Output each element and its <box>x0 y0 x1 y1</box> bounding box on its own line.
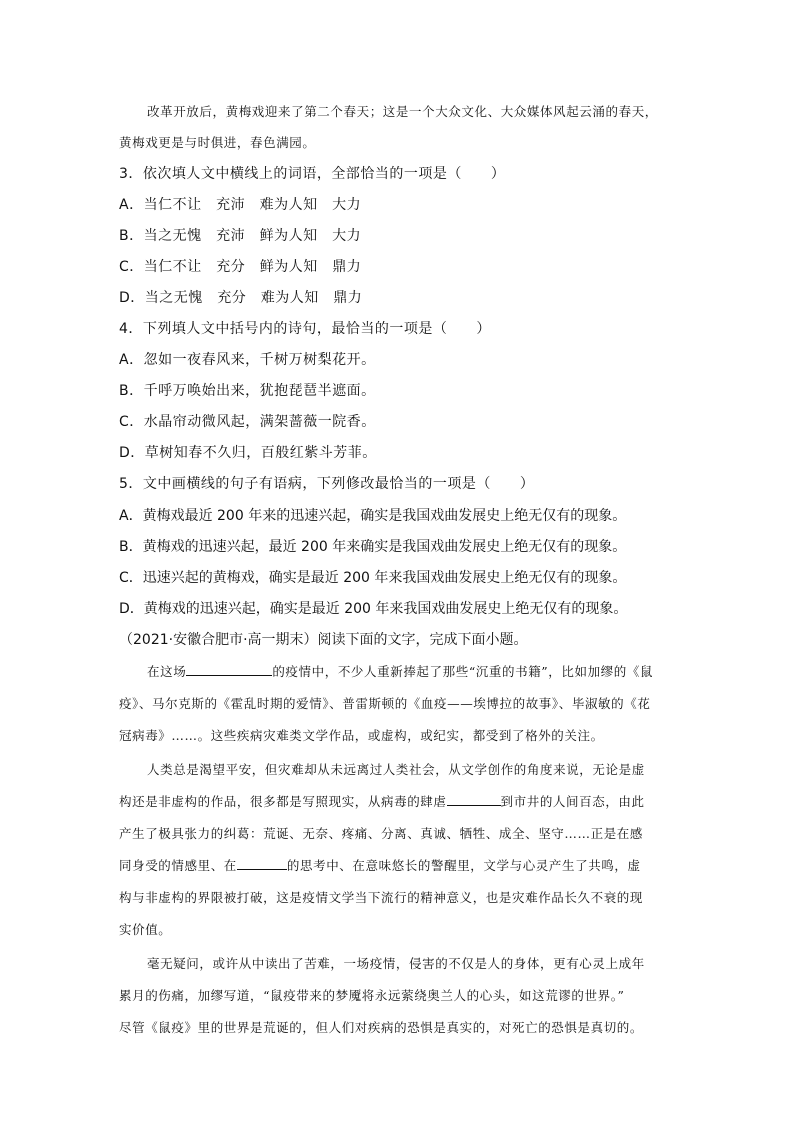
passage-text: 到市井的人间百态，由此 <box>500 794 645 809</box>
q4-option-d: D．草树知春不久归，百般红紫斗芳菲。 <box>119 445 377 461</box>
passage-line: 累月的伤痛，加缪写道，“鼠疫带来的梦魇将永远萦绕奥兰人的心头，如这荒谬的世界。” <box>119 988 625 1003</box>
passage-line: 冠病毒》……。这些疾病灾难类文学作品，或虚构，或纪实，都受到了格外的关注。 <box>119 728 604 743</box>
q3-option-a: A．当仁不让 充沛 难为人知 大力 <box>119 197 362 213</box>
passage-line: 构与非虚构的界限被打破，这是疫情文学当下流行的精神意义，也是灾难作品长久不衰的现 <box>119 890 644 905</box>
q5-option-a: A．黄梅戏最近 200 年来的迅速兴起，确实是我国戏曲发展史上绝无仅有的现象。 <box>119 508 627 524</box>
passage-line: 实价值。 <box>119 922 172 937</box>
passage-line: 疫》、马尔克斯的《霍乱时期的爱情》、普雷斯顿的《血疫——埃博拉的故事》、毕淑敏的《花 <box>119 696 651 711</box>
q3-option-c: C．当仁不让 充分 鲜为人知 鼎力 <box>119 259 362 275</box>
question-3-stem: 3．依次填人文中横线上的词语，全部恰当的一项是（ ） <box>119 166 506 182</box>
passage-text: 同身受的情感里、在 <box>119 858 237 873</box>
passage-line: 改革开放后，黄梅戏迎来了第二个春天；这是一个大众文化、大众媒体风起云涌的春天， <box>147 104 658 119</box>
passage-line <box>147 663 653 681</box>
passage-text: 在这场 <box>147 664 187 679</box>
passage-line <box>119 793 645 811</box>
q5-option-b: B．黄梅戏的迅速兴起，最近 200 年来确实是我国戏曲发展史上绝无仅有的现象。 <box>119 539 627 555</box>
passage-text: 的思考中、在意味悠长的警醒里，文学与心灵产生了共鸣，虚 <box>286 858 641 873</box>
passage-line: 尽管《鼠疫》里的世界是荒诞的，但人们对疾病的恐惧是真实的，对死亡的恐惧是真切的。 <box>119 1020 644 1035</box>
q4-option-b: B．千呼万唤始出来，犹抱琵琶半遮面。 <box>119 383 376 399</box>
q4-option-a: A．忽如一夜春风来，千树万树梨花开。 <box>119 352 376 368</box>
passage-text: 的疫情中，不少人重新捧起了那些“沉重的书籍”，比如加缪的《鼠 <box>272 664 654 679</box>
passage-line: 人类总是渴望平安，但灾难却从未远离过人类社会，从文学创作的角度来说，无论是虚 <box>147 762 645 777</box>
reading-source-line: （2021·安徽合肥市·高一期末）阅读下面的文字，完成下面小题。 <box>119 632 528 648</box>
question-4-stem: 4．下列填人文中括号内的诗句，最恰当的一项是（ ） <box>119 321 491 337</box>
fill-blank <box>447 793 501 806</box>
passage-line: 黄梅戏更是与时俱进，春色满园。 <box>119 135 316 150</box>
fill-blank <box>237 857 287 870</box>
q5-option-d: D．黄梅戏的迅速兴起，确实是最近 200 年来我国戏曲发展史上绝无仅有的现象。 <box>119 601 628 617</box>
passage-text: 构还是非虚构的作品，很多都是写照现实，从病毒的肆虐 <box>119 794 447 809</box>
q5-option-c: C．迅速兴起的黄梅戏，确实是最近 200 年来我国戏曲发展史上绝无仅有的现象。 <box>119 570 627 586</box>
question-5-stem: 5．文中画横线的句子有语病，下列修改最恰当的一项是（ ） <box>119 476 535 492</box>
passage-line: 产生了极具张力的纠葛：荒诞、无奈、疼痛、分离、真诚、牺牲、成全、坚守……正是在感 <box>119 826 644 841</box>
q4-option-c: C．水晶帘动微风起，满架蔷薇一院香。 <box>119 414 376 430</box>
passage-line <box>119 857 641 875</box>
fill-blank <box>186 663 272 676</box>
passage-line: 毫无疑问，或许从中读出了苦难，一场疫情，侵害的不仅是人的身体，更有心灵上成年 <box>147 956 645 971</box>
q3-option-b: B．当之无愧 充沛 鲜为人知 大力 <box>119 228 362 244</box>
q3-option-d: D．当之无愧 充分 难为人知 鼎力 <box>119 290 363 306</box>
